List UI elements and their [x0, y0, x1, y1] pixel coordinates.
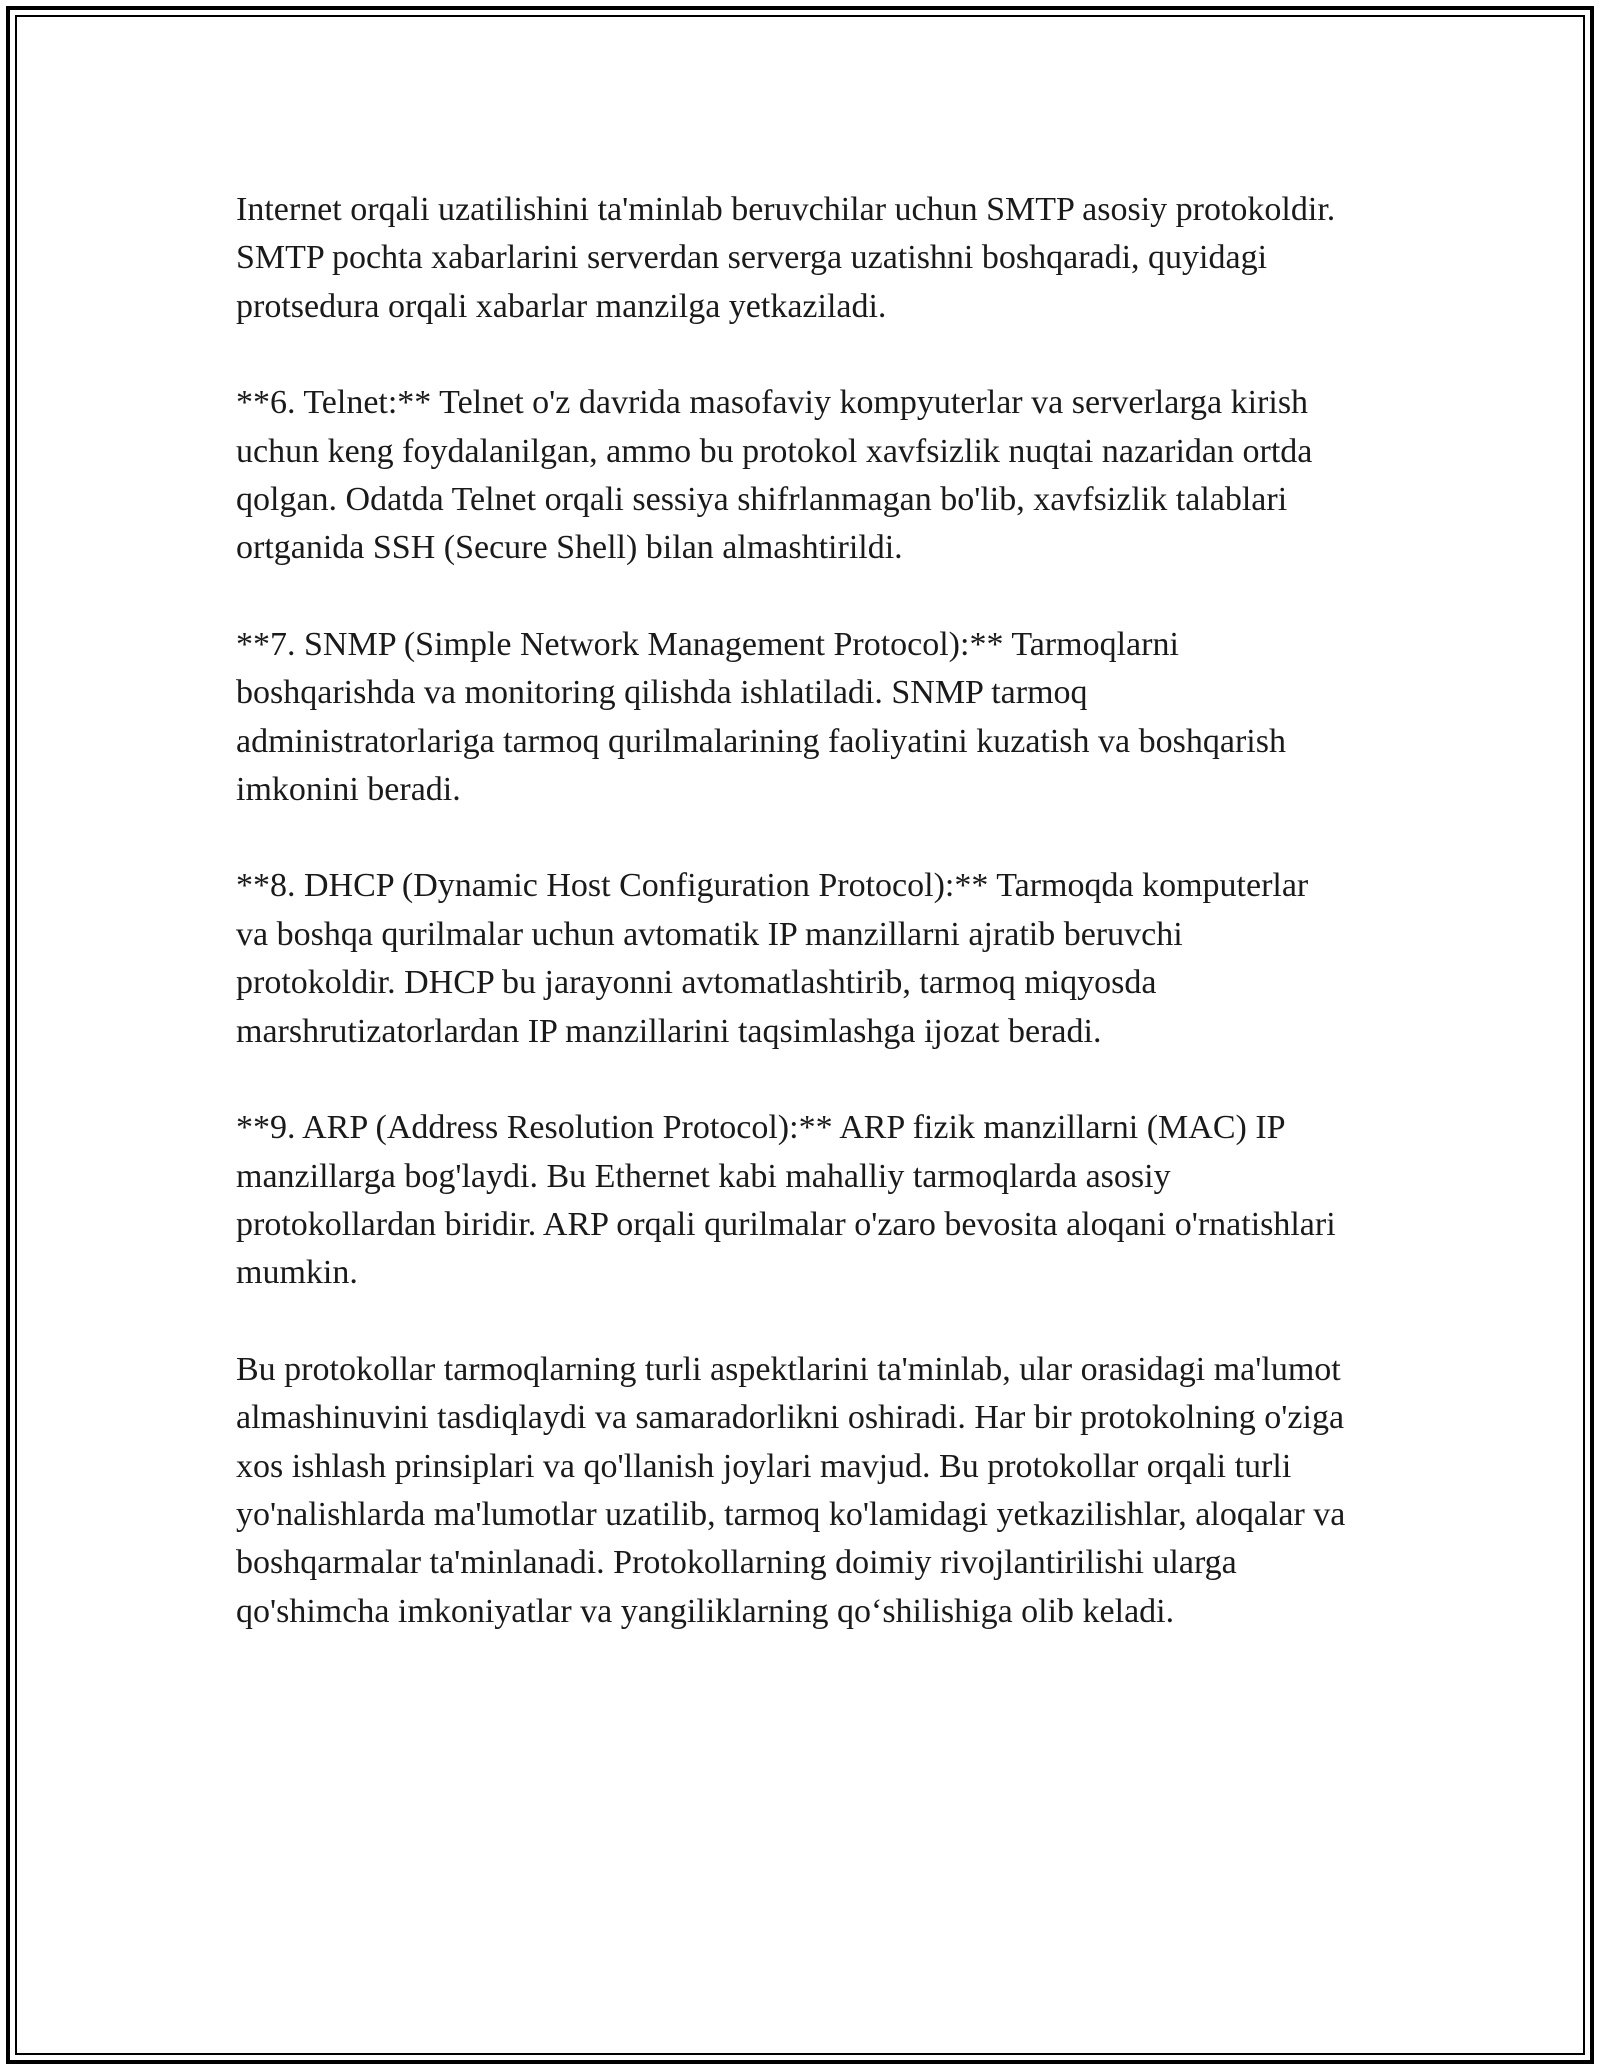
- paragraph-conclusion: Bu protokollar tarmoqlarning turli aspektlarini ta'minlab, ular orasidagi ma'lumot almashinuvini tasdiqlaydi va samaradorlikni oshiradi. Har bir protokolning o'ziga xos ishlash prinsiplari va qo'llanish joylari mavjud. Bu protokollar orqali turli yo'nalishlarda ma'lumotlar uzatilib, tarmoq ko'lamidagi yetkazilishlar, aloqalar va boshqarmalar ta'minlanadi. Protokollarning doimiy rivojlantirilishi ularga qo'shimcha imkoniyatlar va yangiliklarning qo‘shilishiga olib keladi.: [236, 1350, 1346, 1630]
- document-body: [236, 186, 1346, 1684]
- paragraph-telnet: **6. Telnet:** Telnet o'z davrida masofaviy kompyuterlar va serverlarga kirish uchun keng foydalanilgan, ammo bu protokol xavfsizlik nuqtai nazaridan ortda qolgan. Odatda Telnet orqali sessiya shifrlanmagan bo'lib, xavfsizlik talablari ortganida SSH (Secure Shell) bilan almashtirildi.: [236, 384, 1313, 567]
- paragraph-snmp: **7. SNMP (Simple Network Management Protocol):** Tarmoqlarni boshqarishda va monitoring qilishda ishlatiladi. SNMP tarmoq administratorlariga tarmoq qurilmalarining faoliyatini kuzatish va boshqarish imkonini beradi.: [236, 625, 1286, 809]
- paragraph-dhcp: **8. DHCP (Dynamic Host Configuration Protocol):** Tarmoqda komputerlar va boshqa qurilmalar uchun avtomatik IP manzillarni ajratib beruvchi protokoldir. DHCP bu jarayonni avtomatlashtirib, tarmoq miqyosda marshrutizatorlardan IP manzillarini taqsimlashga ijozat beradi.: [236, 867, 1309, 1050]
- paragraph-arp: **9. ARP (Address Resolution Protocol):** ARP fizik manzillarni (MAC) IP manzillarga bog'laydi. Bu Ethernet kabi mahalliy tarmoqlarda asosiy protokollardan biridir. ARP orqali qurilmalar o'zaro bevosita aloqani o'rnatishlari mumkin.: [236, 1109, 1336, 1292]
- paragraph-smtp-intro: Internet orqali uzatilishini ta'minlab beruvchilar uchun SMTP asosiy protokoldir. SMTP pochta xabarlarini serverdan serverga uzatishni boshqaradi, quyidagi protsedura orqali xabarlar manzilga yetkaziladi.: [236, 191, 1336, 325]
